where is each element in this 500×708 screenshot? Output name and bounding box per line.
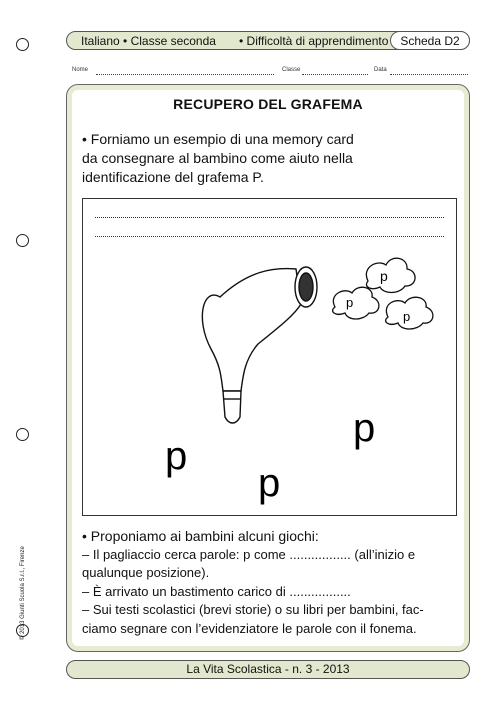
cloud-letter: p <box>380 268 388 284</box>
intro-paragraph <box>82 130 462 187</box>
games-list <box>82 527 464 638</box>
name-field[interactable] <box>96 68 274 75</box>
page-footer: La Vita Scolastica - n. 3 - 2013 <box>66 660 470 679</box>
intro-line: • Forniamo un esempio di una memory card <box>82 131 354 147</box>
list-item: – Sui testi scolastici (brevi storie) o su libri per bambini, fac- <box>82 602 424 617</box>
copyright-note: © 2013 Giunti Scuola S.r.l., Firenze <box>20 546 26 640</box>
binder-hole-3 <box>16 428 29 441</box>
cloud-letter: p <box>346 295 354 310</box>
page-title: RECUPERO DEL GRAFEMA <box>173 96 363 112</box>
big-letter: p <box>353 406 376 450</box>
class-field[interactable] <box>302 68 368 75</box>
student-fields <box>72 67 472 77</box>
intro-line: da consegnare al bambino come aiuto nella <box>82 150 353 166</box>
header-subject: Italiano • Classe seconda <box>81 34 216 48</box>
name-label: Nome <box>72 67 89 73</box>
page-header <box>66 31 470 50</box>
sheet-badge: Scheda D2 <box>390 31 470 50</box>
memory-card <box>82 198 457 516</box>
pipe-icon <box>202 267 317 423</box>
big-letter: p <box>165 434 188 478</box>
date-label: Data <box>374 67 387 73</box>
cloud-letter: p <box>403 309 411 324</box>
class-label: Classe <box>282 67 301 73</box>
binder-hole-2 <box>16 234 29 247</box>
list-item: ciamo segnare con l’evidenziatore le parole con il fonema. <box>82 620 417 636</box>
big-letter: p <box>258 461 281 505</box>
memory-card-illustration <box>83 199 458 517</box>
list-item: qualunque posizione). <box>82 565 210 580</box>
binder-hole-1 <box>16 38 29 51</box>
header-topic: • Difficoltà di apprendimento <box>239 34 389 48</box>
intro-line: identificazione del grafema P. <box>82 169 264 185</box>
games-heading: • Proponiamo ai bambini alcuni giochi: <box>82 528 319 544</box>
list-item: – È arrivato un bastimento carico di ................. <box>82 583 351 599</box>
date-field[interactable] <box>390 68 468 75</box>
list-item: – Il pagliaccio cerca parole: p come ................. (all’inizio e <box>82 546 416 562</box>
